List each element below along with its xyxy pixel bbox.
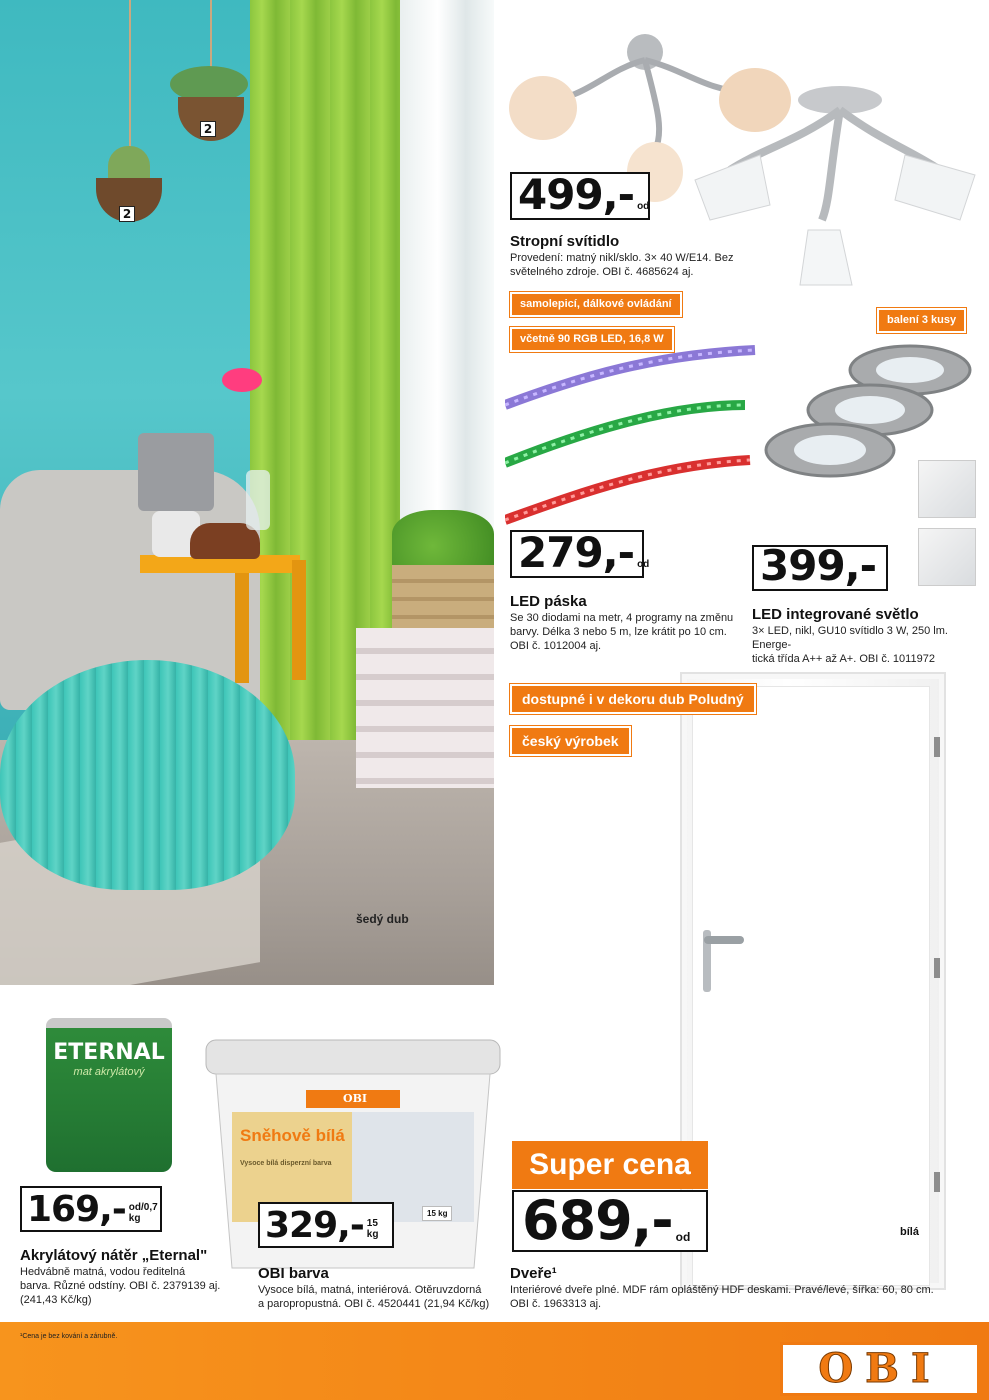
item-number-tag: 2: [119, 206, 135, 222]
wooden-crate: [356, 628, 494, 788]
price-suffix: od/0,7 kg: [128, 1202, 158, 1224]
desc-line: OBI č. 1012004 aj.: [510, 640, 602, 652]
door-title: Dveře¹: [510, 1265, 557, 1282]
wooden-crate: [392, 565, 494, 637]
price-value: 279,-: [518, 528, 635, 577]
door-panel: [692, 686, 930, 1286]
ceiling-light-price: [510, 172, 650, 220]
knitted-pouf: [0, 660, 295, 890]
door-tag-czech: český výrobek: [510, 726, 631, 756]
obi-logo-text: OBI: [818, 1345, 942, 1392]
desc-line: tická třída A++ až A+. OBI č. 1011972: [752, 653, 935, 665]
floor-label: šedý dub: [356, 912, 409, 926]
led-spot-tag-pack: balení 3 kusy: [877, 308, 966, 333]
obi-logo[interactable]: [780, 1342, 980, 1396]
led-strip-tag-adhesive: samolepicí, dálkové ovládání: [510, 292, 682, 317]
door-desc: [510, 1283, 934, 1311]
desc-line: Vysoce bílá, matná, interiérová. Otěruvzdorná: [258, 1284, 482, 1296]
led-spot-thumbnail: [918, 460, 976, 518]
can-brand: ETERNAL: [53, 1040, 165, 1065]
desc-line: světelného zdroje. OBI č. 4685624 aj.: [510, 266, 694, 278]
led-strip-price: [510, 528, 650, 578]
table-leg: [235, 573, 249, 683]
price-value: 499,-: [518, 170, 635, 219]
door-hinge: [934, 737, 940, 757]
price-suffix: od: [675, 1230, 691, 1244]
footnote: ¹Cena je bez kování a zárubně.: [20, 1333, 118, 1340]
bucket-subtitle: Vysoce bílá disperzní barva: [240, 1160, 332, 1167]
desc-line: barva. Různé odstíny. OBI č. 2379139 aj.: [20, 1280, 221, 1292]
price-suffix: 15 kg: [366, 1218, 379, 1240]
plant: [392, 510, 494, 570]
desc-line: Provedení: matný nikl/sklo. 3× 40 W/E14. Bez: [510, 252, 734, 264]
bucket-weight: 15 kg: [422, 1206, 452, 1221]
price-value: 169,-: [27, 1189, 126, 1230]
eternal-desc: [20, 1265, 220, 1307]
ceiling-light-title: Stropní svítidlo: [510, 233, 620, 250]
flower: [222, 368, 262, 392]
cactus: [108, 146, 150, 182]
price-value: 329,-: [265, 1205, 364, 1246]
led-strip-tag-rgb: včetně 90 RGB LED, 16,8 W: [510, 327, 674, 352]
desc-line: barvy. Délka 3 nebo 5 m, lze krátit po 10 cm.: [510, 626, 727, 638]
led-spot-thumbnail: [918, 528, 976, 586]
vase: [246, 470, 270, 530]
door-price: [512, 1190, 708, 1252]
price-value: 689,-: [522, 1189, 673, 1252]
desc-line: (241,43 Kč/kg): [20, 1294, 92, 1306]
price-suffix: od: [637, 559, 650, 570]
eternal-can-image: [46, 1018, 172, 1172]
desc-line: Interiérové dveře plné. MDF rám opláštěný HDF deskami. Pravé/levé, šířka: 60, 80 cm.: [510, 1284, 934, 1296]
led-strip-image: [505, 335, 765, 525]
table-leg: [292, 560, 306, 680]
bucket-name: Sněhově bílá: [240, 1126, 345, 1145]
bucket-brand: OBI: [342, 1092, 368, 1105]
obi-paint-title: OBI barva: [258, 1265, 329, 1282]
super-cena-badge: Super cena: [512, 1141, 708, 1189]
door-color-label: bílá: [900, 1226, 919, 1238]
eternal-price: [20, 1186, 162, 1232]
ceiling-light-image-2: [690, 80, 980, 300]
can-subtitle: mat akrylátový: [73, 1066, 145, 1078]
room-photo: [0, 0, 494, 985]
desc-line: OBI č. 1963313 aj.: [510, 1298, 602, 1310]
door-tag-decor: dostupné i v dekoru dub Poludný: [510, 684, 756, 714]
led-spot-desc: [752, 624, 989, 666]
door-hinge: [934, 958, 940, 978]
obi-paint-price: [258, 1202, 394, 1248]
led-spot-title: LED integrované světlo: [752, 606, 919, 623]
desc-line: 3× LED, nikl, GU10 svítidlo 3 W, 250 lm. Energe-: [752, 625, 948, 651]
ceiling-light-desc: [510, 251, 733, 279]
obi-paint-desc: [258, 1283, 489, 1311]
item-number-tag: 2: [200, 121, 216, 137]
desc-line: a paropropustná. OBI č. 4520441 (21,94 Kč/kg): [258, 1298, 490, 1310]
desc-line: Se 30 diodami na metr, 4 programy na změnu: [510, 612, 734, 624]
table-lamp-shade: [138, 433, 214, 511]
door-hinge: [934, 1172, 940, 1192]
eternal-title: Akrylátový nátěr „Eternal": [20, 1247, 208, 1264]
led-spot-price: [752, 541, 888, 591]
led-strip-desc: [510, 611, 733, 653]
price-suffix: od: [637, 201, 650, 212]
led-strip-title: LED páska: [510, 593, 587, 610]
door-handle: [704, 936, 744, 944]
price-value: 399,-: [760, 541, 877, 590]
desc-line: Hedvábně matná, vodou ředitelná: [20, 1266, 186, 1278]
